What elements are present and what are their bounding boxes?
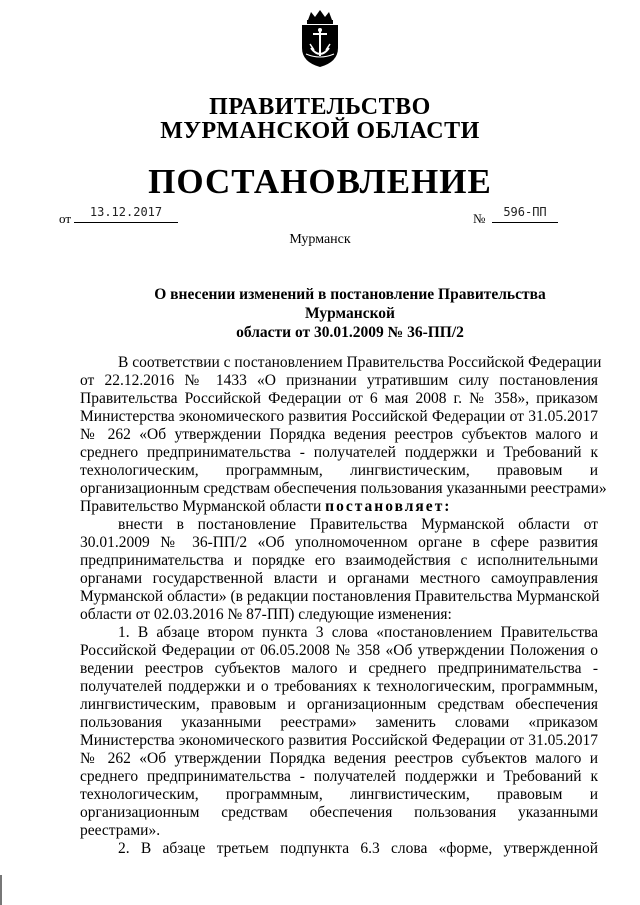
document-body bbox=[80, 354, 607, 858]
body-line: 1. В абзаце втором пункта 3 слова «постановлением Правительства bbox=[118, 624, 598, 641]
body-line: среднего предпринимательства - получателей поддержки и Требований к bbox=[80, 444, 598, 461]
body-line: получателей поддержки и о требованиях к технологическим, программным, bbox=[80, 678, 598, 695]
body-line: органами государственной власти и органами местного самоуправления bbox=[80, 570, 598, 587]
body-line: В соответствии с постановлением Правительства Российской Федерации bbox=[118, 354, 602, 371]
decree-keyword: постановляет: bbox=[325, 498, 452, 515]
document-number: 596-ПП bbox=[492, 204, 558, 223]
body-line: Российской Федерации от 06.05.2008 № 358 «Об утверждении Положения о bbox=[80, 642, 598, 659]
body-line: ведении реестров субъектов малого и среднего предпринимательства - bbox=[80, 660, 598, 677]
subject-line: области от 30.01.2009 № 36-ПП/2 bbox=[236, 324, 464, 341]
body-line: 30.01.2009 № 36-ПП/2 «Об уполномоченном органе в сфере развития bbox=[80, 534, 598, 551]
scan-edge-mark bbox=[0, 875, 2, 905]
body-line: 2. В абзаце третьем подпункта 6.3 слова «форме, утвержденной bbox=[118, 840, 598, 857]
body-line bbox=[80, 498, 598, 516]
city-name: Мурманск bbox=[289, 232, 351, 247]
body-line: технологическим, программным, лингвистическим, правовым и bbox=[80, 462, 598, 479]
body-line: Министерства экономического развития Российской Федерации от 31.05.2017 bbox=[80, 408, 598, 425]
government-title-line2: МУРМАНСКОЙ ОБЛАСТИ bbox=[160, 118, 480, 144]
body-line: среднего предпринимательства - получателей поддержки и Требований к bbox=[80, 768, 598, 785]
body-line: области от 02.03.2016 № 87-ПП) следующие изменения: bbox=[80, 606, 452, 623]
document-type-title: ПОСТАНОВЛЕНИЕ bbox=[148, 162, 492, 201]
body-line: лингвистическим, правовым и организационным средствам обеспечения bbox=[80, 696, 598, 713]
body-line: организационным средствам обеспечения пользования указанными bbox=[80, 804, 598, 821]
body-line: реестрами». bbox=[80, 822, 161, 839]
government-title-line1: ПРАВИТЕЛЬСТВО bbox=[209, 94, 431, 120]
body-line: внести в постановление Правительства Мурманской области от bbox=[118, 516, 598, 533]
body-line: технологическим, программным, лингвистическим, правовым и bbox=[80, 786, 598, 803]
body-line: Мурманской области» (в редакции постановления Правительства Мурманской bbox=[80, 588, 600, 605]
body-line: организационным средствам обеспечения пользования указанными реестрами» bbox=[80, 480, 607, 497]
document-date: 13.12.2017 bbox=[74, 204, 178, 223]
body-line: пользования указанными реестрами» заменить словами «приказом bbox=[80, 714, 598, 731]
body-line: предпринимательства и порядке его взаимодействия с исполнительными bbox=[80, 552, 598, 569]
body-line: Министерства экономического развития Российской Федерации от 31.05.2017 bbox=[80, 732, 598, 749]
body-line-text: Правительство Мурманской области bbox=[80, 498, 322, 515]
body-line: от 22.12.2016 № 1433 «О признании утратившим силу постановления bbox=[80, 372, 598, 389]
body-line: Правительства Российской Федерации от 6 мая 2008 г. № 358», приказом bbox=[80, 390, 598, 407]
body-line: № 262 «Об утверждении Порядка ведения реестров субъектов малого и bbox=[80, 750, 598, 767]
document-subject bbox=[110, 285, 590, 342]
body-line: № 262 «Об утверждении Порядка ведения реестров субъектов малого и bbox=[80, 426, 598, 443]
subject-line: О внесении изменений в постановление Правительства Мурманской bbox=[154, 286, 546, 322]
number-prefix-label: № bbox=[473, 211, 486, 226]
date-prefix-label: от bbox=[59, 211, 72, 226]
murmansk-coat-of-arms-icon bbox=[296, 10, 344, 68]
